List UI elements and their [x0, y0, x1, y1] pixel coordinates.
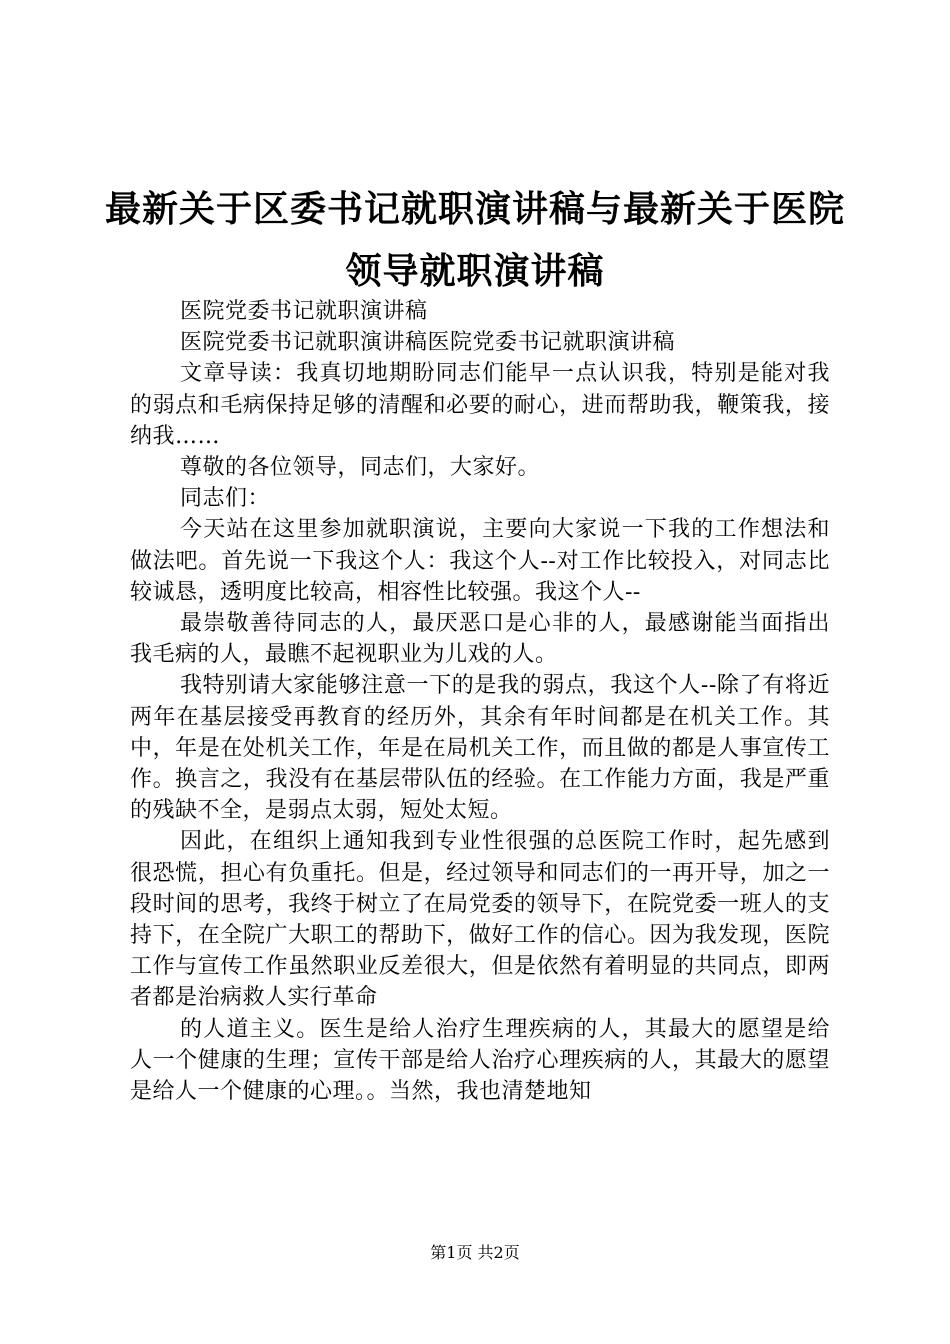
- paragraph: 同志们：: [180, 486, 271, 512]
- document-body: [130, 296, 830, 1107]
- paragraph: 的人道主义。医生是给人治疗生理疾病的人，其最大的愿望是给人一个健康的生理；宣传干部是给人治疗心理疾病的人，其最大的愿望是给人一个健康的心理。。当然，我也清楚地知: [130, 1016, 830, 1105]
- page-number-footer: 第1页 共2页: [430, 1243, 520, 1262]
- document-title-line-1: 最新关于区委书记就职演讲稿与最新关于医院: [104, 188, 845, 230]
- document-title-line-2: 领导就职演讲稿: [345, 250, 605, 292]
- paragraph: 文章导读：我真切地期盼同志们能早一点认识我，特别是能对我的弱点和毛病保持足够的清醒和必要的耐心，进而帮助我，鞭策我，接纳我……: [130, 361, 830, 449]
- paragraph: 今天站在这里参加就职演说，主要向大家说一下我的工作想法和做法吧。首先说一下我这个人：我这个人--对工作比较投入，对同志比较诚恳，透明度比较高，相容性比较强。我这个人--: [130, 517, 830, 605]
- paragraph: 医院党委书记就职演讲稿医院党委书记就职演讲稿: [180, 330, 676, 356]
- paragraph: 最崇敬善待同志的人，最厌恶口是心非的人，最感谢能当面指出我毛病的人，最瞧不起视职业为儿戏的人。: [130, 611, 830, 668]
- paragraph: 我特别请大家能够注意一下的是我的弱点，我这个人--除了有将近两年在基层接受再教育的经历外，其余有年时间都是在机关工作。其中，年是在处机关工作，年是在局机关工作，而且做的都是人事宣传工作。换言之，我没有在基层带队伍的经验。在工作能力方面，我是严重的残缺不全，是弱点太弱，短处太短。: [130, 673, 830, 824]
- paragraph: 医院党委书记就职演讲稿: [180, 299, 428, 324]
- paragraph: 尊敬的各位领导，同志们，大家好。: [180, 455, 541, 481]
- paragraph: 因此，在组织上通知我到专业性很强的总医院工作时，起先感到很恐慌，担心有负重托。但是，经过领导和同志们的一再开导，加之一段时间的思考，我终于树立了在局党委的领导下，在院党委一班人的支持下，在全院广大职工的帮助下，做好工作的信心。因为我发现，医院工作与宣传工作虽然职业反差很大，但是依然有着明显的共同点，即两者都是治病救人实行革命: [130, 829, 830, 1011]
